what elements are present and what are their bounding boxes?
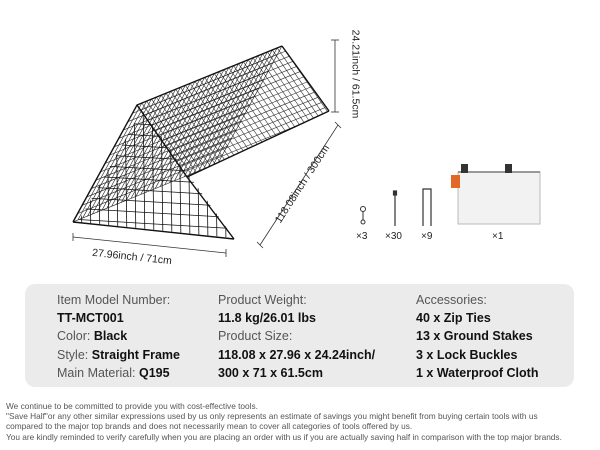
spec-row: 40 x Zip Ties [416,311,491,326]
spec-row: Accessories: [416,293,487,307]
spec-panel [25,284,574,387]
length-dimension-label: 118.08inch / 300cm [272,142,333,226]
disclaimer-line: We continue to be committed to provide you with cost-effective tools. [6,401,258,411]
spec-row: Style: Straight Frame [57,347,180,362]
lock-buckle-count: ×3 [356,231,368,242]
spec-column-accessories [416,291,538,382]
disclaimer-line: "Save Half"or any other similar expressions used by us only represents an estimate of savings you might benefit from buying certain tools with us [6,411,538,422]
spec-row: TT-MCT001 [57,311,124,326]
spec-row: Item Model Number: [57,293,171,307]
height-dimension-label: 24.21inch / 61.5cm [349,29,362,119]
spec-row: 300 x 71 x 61.5cm [218,365,323,380]
zip-tie-count: ×30 [385,231,402,242]
lock-buckle-icon [361,207,366,225]
spec-row: 3 x Lock Buckles [416,347,518,362]
spec-row: 118.08 x 27.96 x 24.24inch/ [218,347,376,362]
zip-tie-icon [394,191,397,226]
waterproof-cloth-count: ×1 [492,231,504,242]
spec-row: Color: Black [57,329,128,344]
spec-row: 13 x Ground Stakes [416,329,533,344]
ground-stake-count: ×9 [421,231,433,242]
disclaimer-line: You are kindly reminded to verify carefully when you are placing an order with us if you are actually saving half in comparison with the top major brands. [6,431,562,442]
spec-row: Product Size: [218,329,293,344]
width-dimension-label: 27.96inch / 71cm [91,246,173,268]
spec-column-weight-size [218,291,375,382]
ground-stake-icon [423,189,431,226]
spec-row: 11.8 kg/26.01 lbs [218,311,316,326]
spec-row: Main Material: Q195 [57,365,170,380]
spec-row: 1 x Waterproof Cloth [416,365,539,380]
disclaimer [6,401,598,442]
spec-column-model [57,291,180,382]
waterproof-cloth-icon [451,164,540,224]
spec-row: Product Weight: [218,293,307,307]
disclaimer-line: compared to the major top brands and does not necessarily mean to cover all categories of tools offered by us. [6,421,413,432]
